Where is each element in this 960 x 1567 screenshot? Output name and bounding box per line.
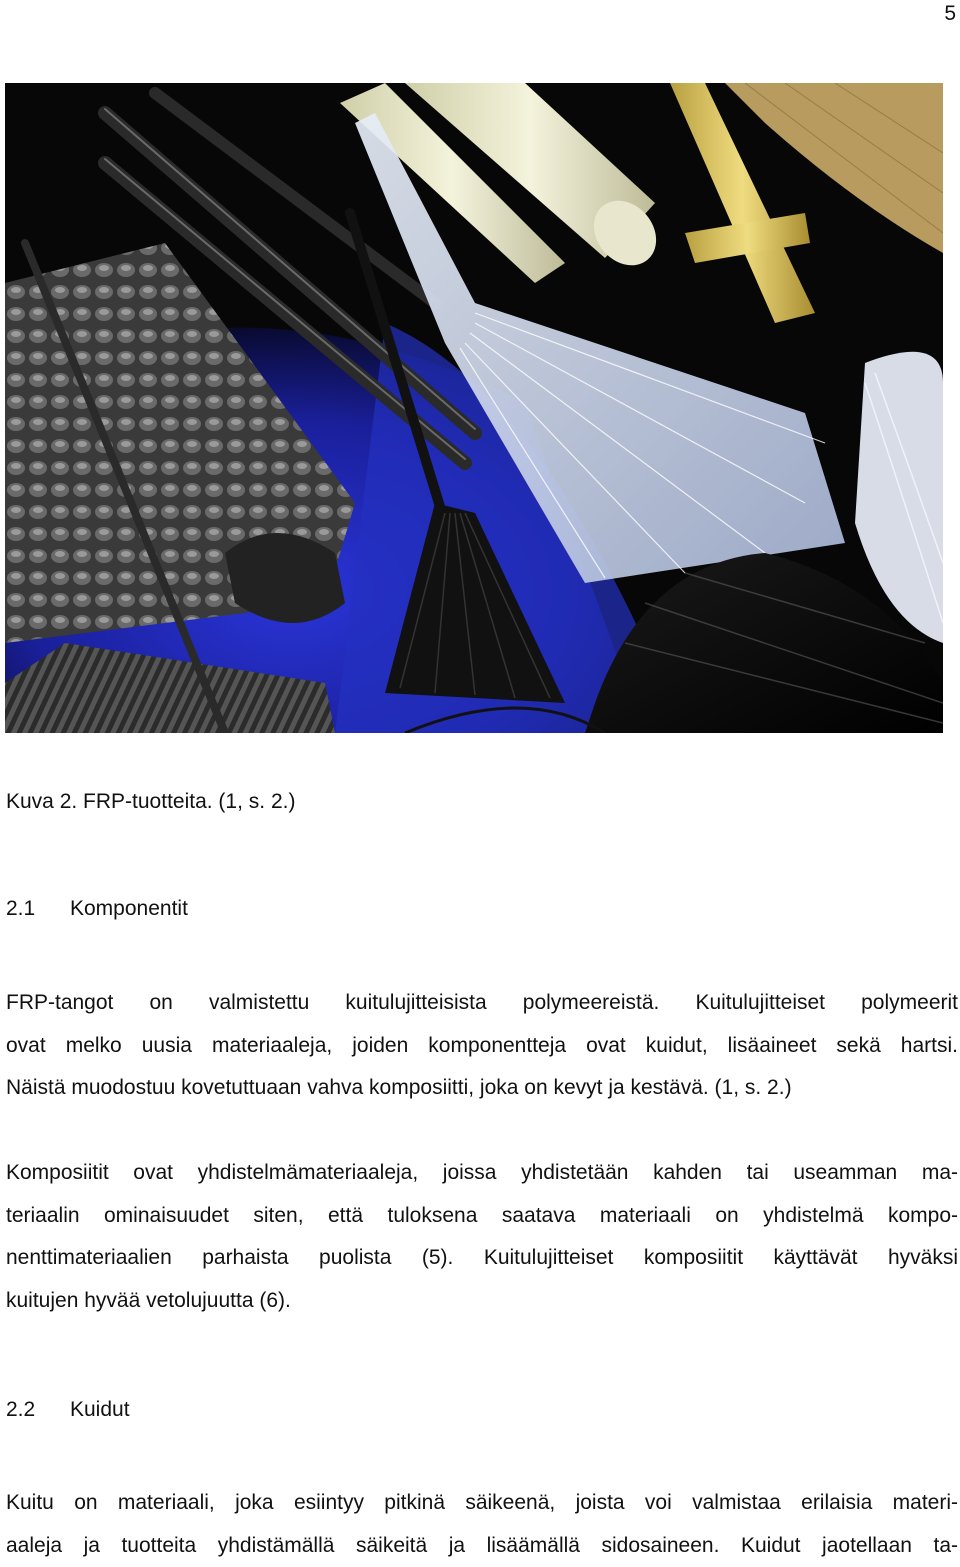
paragraph-line: kuitujen hyvää vetolujuutta (6). (6, 1280, 958, 1323)
section-title: Kuidut (70, 1398, 130, 1422)
paragraph-line: Komposiitit ovat yhdistelmämateriaaleja, joissa yhdistetään kahden tai useamman ma- (6, 1152, 958, 1195)
section-title: Komponentit (70, 897, 188, 921)
section-number: 2.2 (6, 1398, 70, 1422)
paragraph-line: FRP-tangot on valmistettu kuitulujitteisista polymeereistä. Kuitulujitteiset polymeerit (6, 982, 958, 1025)
frp-products-photo (5, 83, 943, 733)
paragraph-line: ovat melko uusia materiaaleja, joiden komponentteja ovat kuidut, lisäaineet sekä hartsi. (6, 1025, 958, 1068)
paragraph-line: Näistä muodostuu kovetuttuaan vahva komposiitti, joka on kevyt ja kestävä. (1, s. 2.) (6, 1067, 958, 1110)
paragraph-line: aaleja ja tuotteita yhdistämällä säikeitä ja lisäämällä sidosaineen. Kuidut jaotellaan ta- (6, 1525, 958, 1567)
section-heading-kuidut (6, 1398, 130, 1422)
section-heading-komponentit (6, 897, 188, 921)
section-number: 2.1 (6, 897, 70, 921)
figure-caption: Kuva 2. FRP-tuotteita. (1, s. 2.) (6, 790, 295, 814)
paragraph-komposiitit (6, 1152, 958, 1322)
paragraph-frp-tangot (6, 982, 958, 1110)
paragraph-line: teriaalin ominaisuudet siten, että tuloksena saatava materiaali on yhdistelmä kompo- (6, 1195, 958, 1238)
page-number: 5 (944, 2, 956, 26)
paragraph-line: nenttimateriaalien parhaista puolista (5). Kuitulujitteiset komposiitit käyttävät hyväksi (6, 1237, 958, 1280)
paragraph-kuitu (6, 1482, 958, 1567)
paragraph-line: Kuitu on materiaali, joka esiintyy pitkinä säikeenä, joista voi valmistaa erilaisia materi- (6, 1482, 958, 1525)
